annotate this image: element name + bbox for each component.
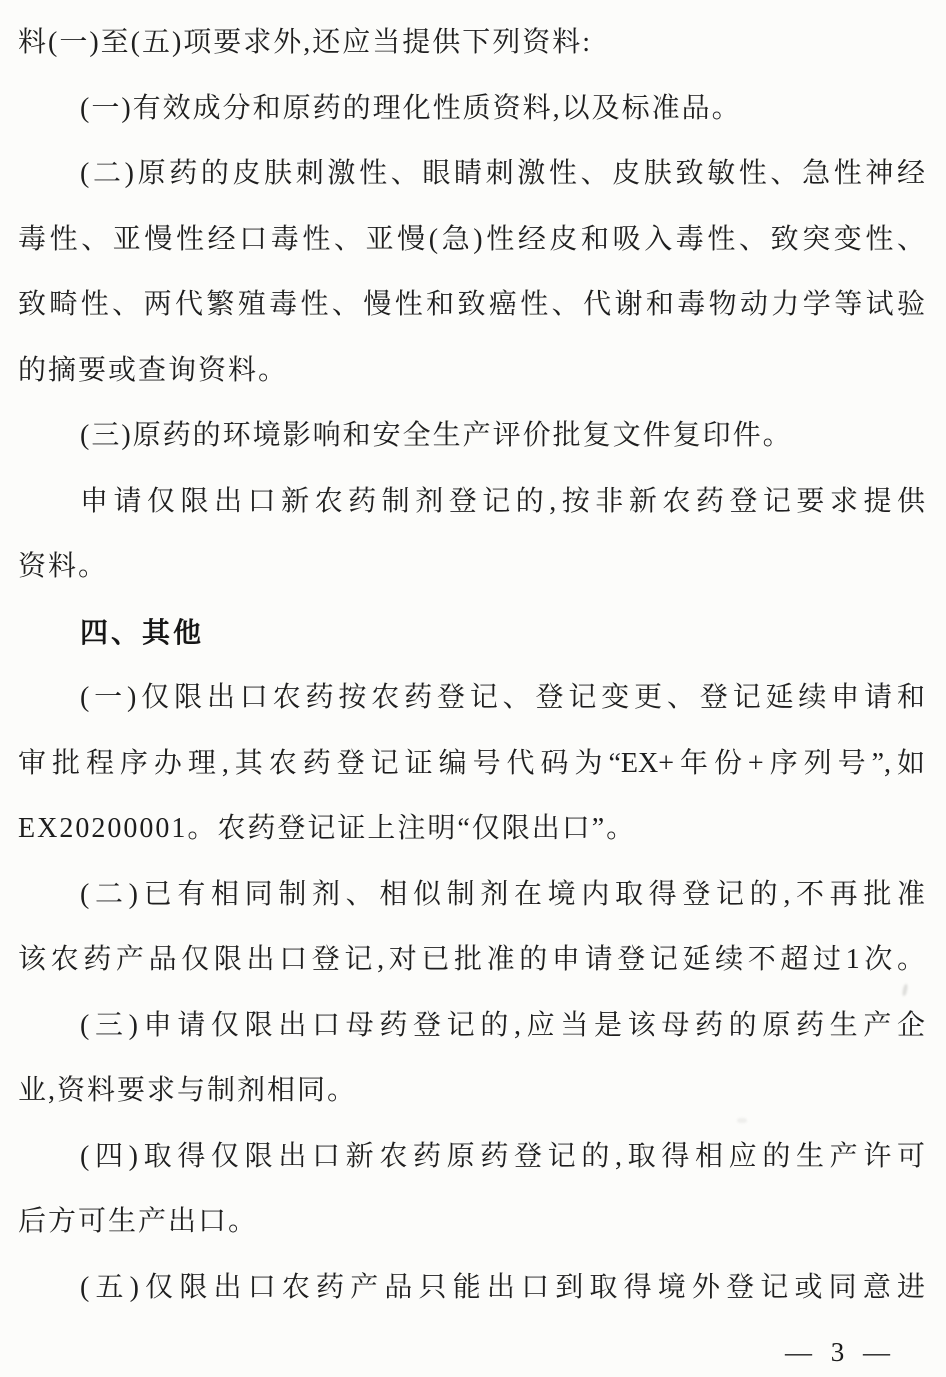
page-number: — 3 — (785, 1337, 891, 1367)
body-line: 致畸性、两代繁殖毒性、慢性和致癌性、代谢和毒物动力学等试验 (18, 289, 925, 320)
body-line: 资料。 (18, 551, 109, 582)
body-line: 的摘要或查询资料。 (18, 354, 289, 386)
body-line: 审批程序办理,其农药登记证编号代码为“EX+年份+序列号”,如 (18, 747, 925, 779)
body-line: (一)有效成分和原药的理化性质资料,以及标准品。 (80, 92, 742, 124)
body-line: 料(一)至(五)项要求外,还应当提供下列资料: (18, 27, 593, 58)
body-line: (二)已有相同制剂、相似制剂在境内取得登记的,不再批准 (80, 878, 925, 910)
body-line: 后方可生产出口。 (18, 1206, 259, 1237)
body-line: (一)仅限出口农药按农药登记、登记变更、登记延续申请和 (80, 682, 925, 713)
scan-smudge (737, 1118, 747, 1123)
body-line: 该农药产品仅限出口登记,对已批准的申请登记延续不超过1次。 (18, 944, 925, 975)
body-line: (三)申请仅限出口母药登记的,应当是该母药的原药生产企 (80, 1009, 925, 1041)
body-line: 毒性、亚慢性经口毒性、亚慢(急)性经皮和吸入毒性、致突变性、 (18, 223, 925, 255)
body-line: (二)原药的皮肤刺激性、眼睛刺激性、皮肤致敏性、急性神经 (80, 158, 925, 189)
section-heading: 四、其他 (80, 616, 205, 648)
body-line: 业,资料要求与制剂相同。 (18, 1075, 358, 1106)
body-line: EX20200001。农药登记证上注明“仅限出口”。 (18, 813, 637, 844)
body-line: (四)取得仅限出口新农药原药登记的,取得相应的生产许可 (80, 1140, 925, 1172)
body-line: (五)仅限出口农药产品只能出口到取得境外登记或同意进 (80, 1271, 925, 1303)
body-line: (三)原药的环境影响和安全生产评价批复文件复印件。 (80, 420, 793, 451)
body-line: 申请仅限出口新农药制剂登记的,按非新农药登记要求提供 (80, 485, 925, 517)
